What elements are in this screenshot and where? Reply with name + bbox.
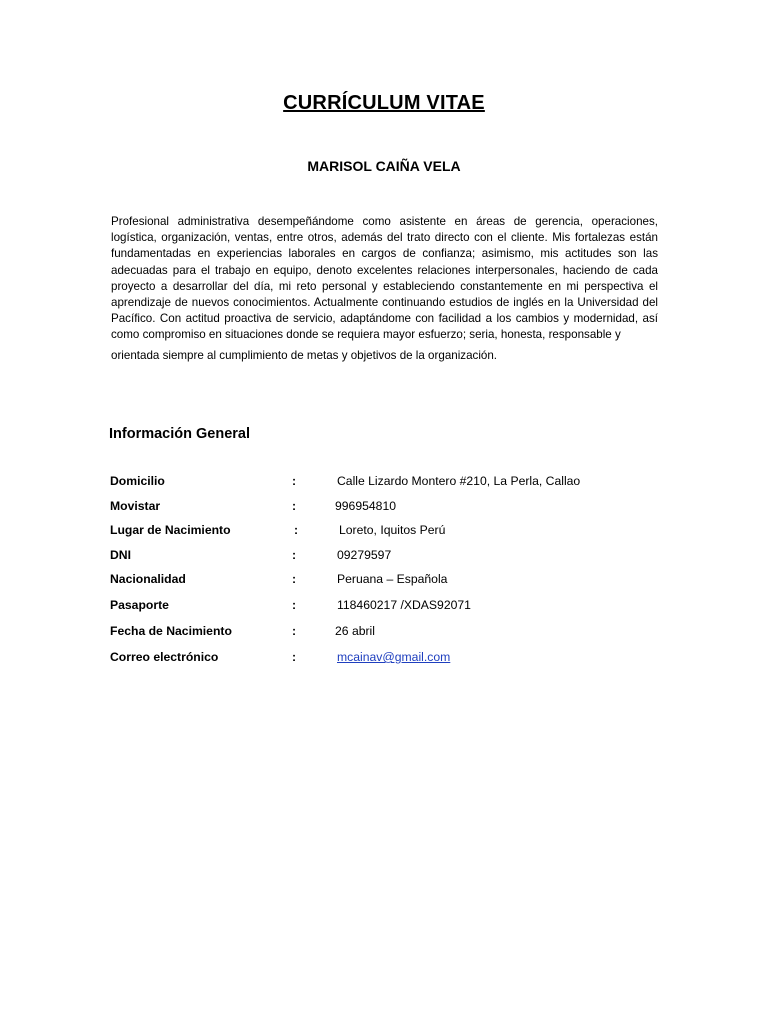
info-row-fecha-nacimiento — [110, 624, 670, 642]
info-row-movistar — [110, 499, 670, 517]
info-row-dni — [110, 548, 670, 566]
info-value: 09279597 — [337, 548, 392, 562]
document-title: CURRÍCULUM VITAE — [283, 92, 485, 114]
summary-last-line: orientada siempre al cumplimiento de metas y objetivos de la organización. — [111, 348, 498, 362]
info-label: Domicilio — [110, 474, 165, 488]
info-row-nacionalidad — [110, 572, 670, 590]
info-value: Calle Lizardo Montero #210, La Perla, Callao — [337, 474, 581, 488]
info-separator: : — [292, 598, 297, 612]
info-separator: : — [292, 650, 297, 664]
info-row-domicilio — [110, 474, 670, 492]
info-separator: : — [292, 499, 297, 513]
info-row-correo — [110, 650, 670, 668]
info-separator: : — [292, 624, 297, 638]
info-label: DNI — [110, 548, 131, 562]
info-separator: : — [292, 474, 297, 488]
summary-text: Profesional administrativa desempeñándome como asistente en áreas de gerencia, operaciones, logística, organización, ventas, entre otros, además del trato directo con el cliente. Mis fortalezas están fundamentadas en experiencias laborales en cargos de confianza; asimismo, mis actitudes son las adecuadas para el trabajo en equipo, denoto excelentes relaciones interpersonales, haciendo de cada proyecto a desarrollar del día, mi reto personal y estableciendo constantemente en mi perspectiva el aprendizaje de nuevos conocimientos. Actualmente continuando estudios de inglés en la Universidad del Pacífico. Con actitud proactiva de servicio, adaptándome con facilidad a los cambios y modernidad, así como compromiso en situaciones donde se requiera mayor esfuerzo; seria, honesta, responsable y — [111, 215, 658, 342]
info-value: 118460217 /XDAS92071 — [337, 598, 471, 612]
info-value: 996954810 — [335, 499, 397, 513]
info-separator: : — [292, 572, 297, 586]
info-label: Correo electrónico — [110, 650, 219, 664]
info-label: Pasaporte — [110, 598, 169, 612]
info-value: 26 abril — [335, 624, 375, 638]
info-separator: : — [292, 548, 297, 562]
info-label: Lugar de Nacimiento — [110, 523, 231, 537]
info-value: Loreto, Iquitos Perú — [339, 523, 446, 537]
info-label: Nacionalidad — [110, 572, 186, 586]
info-value: Peruana – Española — [337, 572, 448, 586]
email-link[interactable]: mcainav@gmail.com — [337, 650, 451, 664]
info-row-pasaporte — [110, 598, 670, 616]
person-name: MARISOL CAIÑA VELA — [307, 158, 461, 174]
section-title-general-info: Información General — [109, 426, 251, 442]
info-label: Movistar — [110, 499, 161, 513]
info-label: Fecha de Nacimiento — [110, 624, 232, 638]
info-row-lugar-nacimiento — [110, 523, 670, 541]
info-separator: : — [294, 523, 299, 537]
profile-summary — [111, 214, 658, 364]
